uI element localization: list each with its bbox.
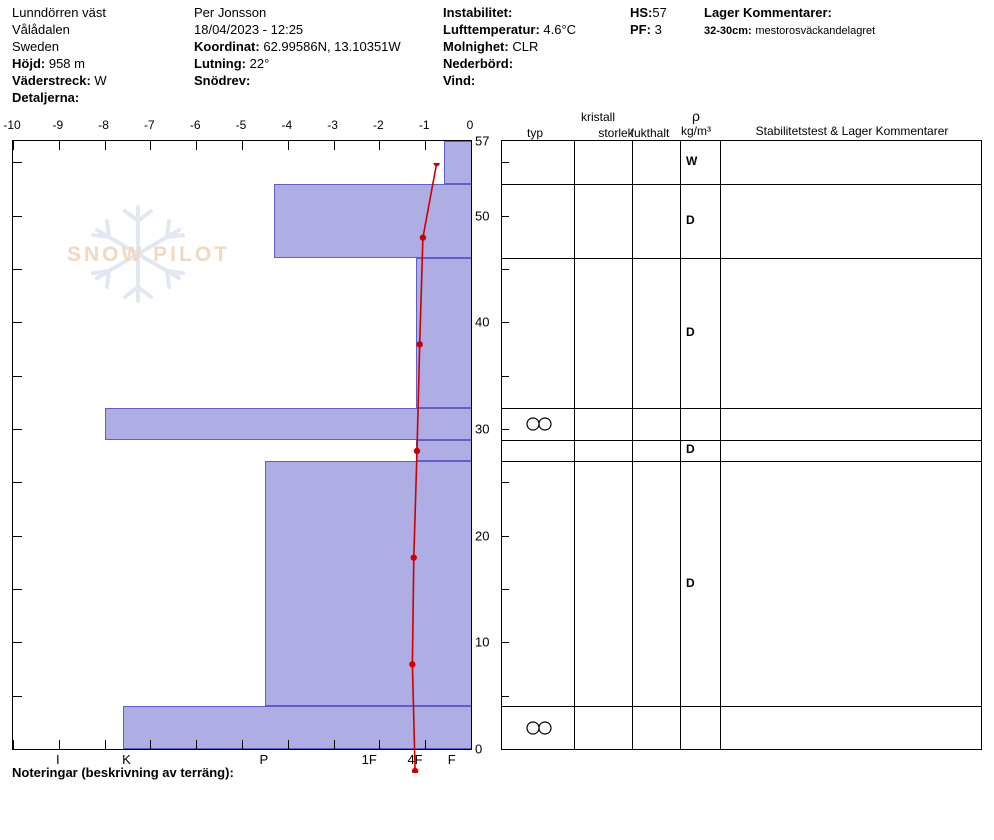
grid-divider-fukthalt (680, 141, 681, 749)
plot-left-tick (13, 642, 22, 643)
header-column-observer (194, 4, 401, 89)
plot-top-tick (471, 141, 472, 150)
grid-minor-tick (502, 429, 509, 430)
depth-tick-50: 50 (475, 208, 490, 224)
plot-left-tick (13, 162, 22, 163)
grid-divider-typ (574, 141, 575, 749)
cloudiness-field: Molnighet: CLR (443, 39, 539, 54)
header-column-layer-comments (704, 4, 875, 38)
plot-top-tick (379, 141, 380, 150)
plot-left-tick (13, 429, 22, 430)
plot-bottom-tick (105, 740, 106, 749)
hardness-tick--2: -2 (373, 118, 384, 132)
grid-divider-storlek (632, 141, 633, 749)
layer-bar (123, 706, 471, 749)
storlek-header: storlek (598, 126, 634, 140)
plot-bottom-tick (242, 740, 243, 749)
layer-bar (105, 408, 471, 440)
plot-top-tick (288, 141, 289, 150)
slope-angle-field: Lutning: 22° (194, 56, 270, 71)
wetness-cell: D (686, 213, 695, 227)
grid-row-divider (502, 408, 981, 409)
hardness-plot (12, 140, 472, 750)
coordinates-field: Koordinat: 62.99586N, 13.10351W (194, 39, 401, 54)
grid-minor-tick (502, 162, 509, 163)
plot-left-tick (13, 536, 22, 537)
depth-tick-0: 0 (475, 741, 483, 757)
plot-bottom-tick (196, 740, 197, 749)
plot-top-tick (150, 141, 151, 150)
header-column-weather (443, 4, 576, 89)
grid-row-divider (502, 440, 981, 441)
density-symbol-header: ρ (692, 108, 700, 124)
plot-bottom-tick (379, 740, 380, 749)
plot-bottom-tick (150, 740, 151, 749)
grain-density-stability-grid (501, 140, 982, 750)
wind-field: Vind: (443, 73, 476, 88)
watermark-text: SNOW PILOT (67, 243, 230, 266)
plot-bottom-tick (13, 740, 14, 749)
plot-bottom-tick (288, 740, 289, 749)
kristall-header: kristall (580, 110, 615, 124)
plot-top-tick (196, 141, 197, 150)
grid-minor-tick (502, 322, 509, 323)
plot-top-tick (59, 141, 60, 150)
hardness-letter-1F: 1F (361, 752, 377, 767)
plot-top-tick (242, 141, 243, 150)
plot-top-tick (425, 141, 426, 150)
hs-field: HS:57 (630, 5, 667, 20)
depth-axis (473, 133, 501, 757)
layer-comments-title: Lager Kommentarer: (704, 5, 832, 20)
grid-row-divider (502, 706, 981, 707)
grid-row-divider (502, 184, 981, 185)
pf-field: PF: 3 (630, 22, 662, 37)
terrain-notes-label: Noteringar (beskrivning av terräng): (12, 765, 234, 780)
snowpilot-watermark (43, 199, 233, 309)
grid-minor-tick (502, 589, 509, 590)
observer-name: Per Jonsson (194, 5, 267, 20)
wetness-cell: D (686, 325, 695, 339)
air-temperature-field: Lufttemperatur: 4.6°C (443, 22, 577, 37)
hardness-letter-P: P (259, 752, 269, 767)
depth-tick-40: 40 (475, 314, 490, 330)
rounded-grains-icon (524, 721, 554, 735)
snow-profile-chart (3, 108, 982, 767)
wetness-cell: D (686, 575, 695, 590)
depth-tick-57: 57 (475, 133, 490, 149)
details-field: Detaljerna: (12, 90, 80, 105)
plot-left-tick (13, 376, 22, 377)
plot-left-tick (13, 322, 22, 323)
snow-drift-field: Snödrev: (194, 73, 251, 88)
hardness-tick--4: -4 (281, 118, 293, 132)
layer-bar (444, 141, 471, 184)
grid-minor-tick (502, 642, 509, 643)
grid-minor-tick (502, 376, 509, 377)
layer-comment-range: 32-30cm: (704, 25, 752, 37)
hardness-letter-4F: 4F (407, 752, 423, 767)
wetness-cell: W (686, 154, 698, 169)
grid-minor-tick (502, 269, 509, 270)
plot-bottom-tick (471, 740, 472, 749)
grid-minor-tick (502, 216, 509, 217)
grid-minor-tick (502, 536, 509, 537)
stability-header: Stabilitetstest & Lager Kommentarer (755, 124, 949, 138)
layer-bar (416, 258, 471, 407)
plot-top-tick (13, 141, 14, 150)
plot-left-tick (13, 269, 22, 270)
hardness-letter-K: K (122, 752, 131, 767)
area-name: Vålådalen (12, 22, 70, 37)
plot-top-tick (105, 141, 106, 150)
observation-datetime: 18/04/2023 - 12:25 (194, 22, 304, 37)
plot-bottom-tick (59, 740, 60, 749)
elevation-field: Höjd: 958 m (12, 56, 85, 71)
plot-left-tick (13, 589, 22, 590)
plot-bottom-tick (334, 740, 335, 749)
plot-left-tick (13, 696, 22, 697)
depth-tick-10: 10 (475, 634, 490, 650)
grid-row-divider (502, 461, 981, 462)
plot-left-tick (13, 216, 22, 217)
plot-left-tick (13, 482, 22, 483)
density-units-header: kg/m³ (681, 124, 711, 138)
layer-comment-text: mestorosväckandelagret (755, 25, 876, 37)
layer-bar (265, 461, 471, 706)
aspect-field: Väderstreck: W (12, 73, 107, 88)
hardness-letter-I: I (55, 752, 60, 767)
site-name: Lunndörren väst (12, 5, 106, 20)
hardness-tick--8: -8 (98, 118, 109, 132)
hardness-tick--5: -5 (235, 118, 247, 132)
plot-bottom-tick (425, 740, 426, 749)
plot-top-tick (334, 141, 335, 150)
hardness-tick--1: -1 (418, 118, 430, 132)
header-column-snowpack (630, 4, 667, 38)
hardness-tick--7: -7 (144, 118, 155, 132)
plot-left-tick (13, 749, 22, 750)
hardness-tick--6: -6 (189, 118, 201, 132)
grid-minor-tick (502, 482, 509, 483)
layer-bar (416, 440, 471, 461)
hardness-tick--3: -3 (327, 118, 338, 132)
grid-divider-density (720, 141, 721, 749)
hardness-letter-F: F (447, 752, 456, 767)
header-column-location (12, 4, 107, 106)
wetness-cell: D (686, 442, 695, 457)
grid-row-divider (502, 258, 981, 259)
typ-header: typ (526, 126, 543, 140)
precipitation-field: Nederbörd: (443, 56, 514, 71)
grid-minor-tick (502, 696, 509, 697)
hardness-tick--9: -9 (52, 118, 64, 132)
fukthalt-header: fukthalt (630, 126, 670, 140)
hardness-tick--10: -10 (3, 118, 21, 132)
hardness-tick-0: 0 (466, 118, 474, 132)
depth-tick-20: 20 (475, 528, 490, 544)
layer-bar (274, 184, 471, 259)
country-name: Sweden (12, 39, 59, 54)
rounded-grains-icon (524, 417, 554, 431)
instability-field: Instabilitet: (443, 5, 513, 20)
depth-tick-30: 30 (475, 421, 490, 437)
layer-comment-entry (704, 21, 875, 38)
